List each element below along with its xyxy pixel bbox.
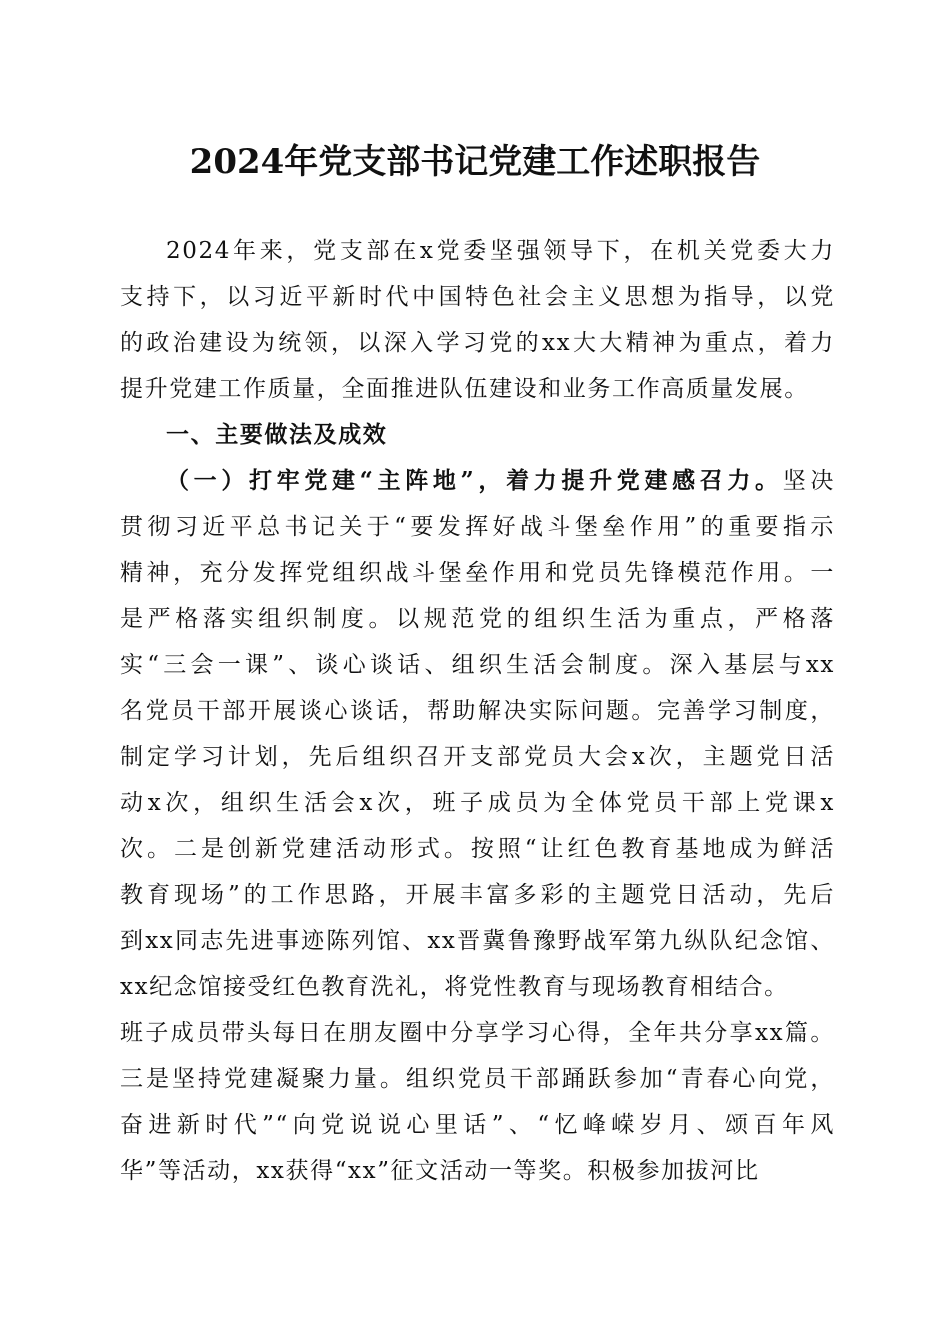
section-heading: 一、主要做法及成效 xyxy=(166,422,388,448)
subsection-heading: （一）打牢党建“主阵地”，着力提升党建感召力。 xyxy=(166,467,783,494)
intro-line-3: 的政治建设为统领，以深入学习党的xx大大精神为重点，着力 xyxy=(120,330,835,356)
body-line-15: 华”等活动，xx获得“xx”征文活动一等奖。积极参加拔河比 xyxy=(120,1158,760,1184)
body-line-13: 三是坚持党建凝聚力量。组织党员干部踊跃参加“青春心向党， xyxy=(120,1066,835,1092)
body-line-12: 班子成员带头每日在朋友圈中分享学习心得，全年共分享xx篇。 xyxy=(120,1020,835,1046)
subsection-line xyxy=(120,458,835,504)
body-line-14: 奋进新时代”“向党说说心里话”、“忆峰嵘岁月、颂百年风 xyxy=(120,1112,835,1138)
body-line-3: 是严格落实组织制度。以规范党的组织生活为重点，严格落 xyxy=(120,606,835,632)
body-line-6: 制定学习计划，先后组织召开支部党员大会x次，主题党日活 xyxy=(120,744,835,770)
body-line-1: 贯彻习近平总书记关于“要发挥好战斗堡垒作用”的重要指示 xyxy=(120,514,835,540)
body-line-10: 到xx同志先进事迹陈列馆、xx晋冀鲁豫野战军第九纵队纪念馆、 xyxy=(120,928,835,954)
intro-line-1: 2024年来，党支部在x党委坚强领导下，在机关党委大力 xyxy=(166,238,835,264)
document-title: 2024年党支部书记党建工作述职报告 xyxy=(189,142,761,182)
body-line-9: 教育现场”的工作思路，开展丰富多彩的主题党日活动，先后 xyxy=(120,882,835,908)
document-body xyxy=(120,228,835,1194)
body-line-8: 次。二是创新党建活动形式。按照“让红色教育基地成为鲜活 xyxy=(120,836,835,862)
body-line-4: 实“三会一课”、谈心谈话、组织生活会制度。深入基层与xx xyxy=(120,652,835,678)
intro-line-4: 提升党建工作质量，全面推进队伍建设和业务工作高质量发展。 xyxy=(120,376,809,402)
body-line-5: 名党员干部开展谈心谈话，帮助解决实际问题。完善学习制度， xyxy=(120,698,835,724)
body-line-11: xx纪念馆接受红色教育洗礼，将党性教育与现场教育相结合。 xyxy=(120,974,789,1000)
body-line-7: 动x次，组织生活会x次，班子成员为全体党员干部上党课x xyxy=(120,790,835,816)
intro-line-2: 支持下，以习近平新时代中国特色社会主义思想为指导，以党 xyxy=(120,284,835,310)
body-line-2: 精神，充分发挥党组织战斗堡垒作用和党员先锋模范作用。一 xyxy=(120,560,835,586)
subsection-text: 坚决 xyxy=(782,468,835,494)
